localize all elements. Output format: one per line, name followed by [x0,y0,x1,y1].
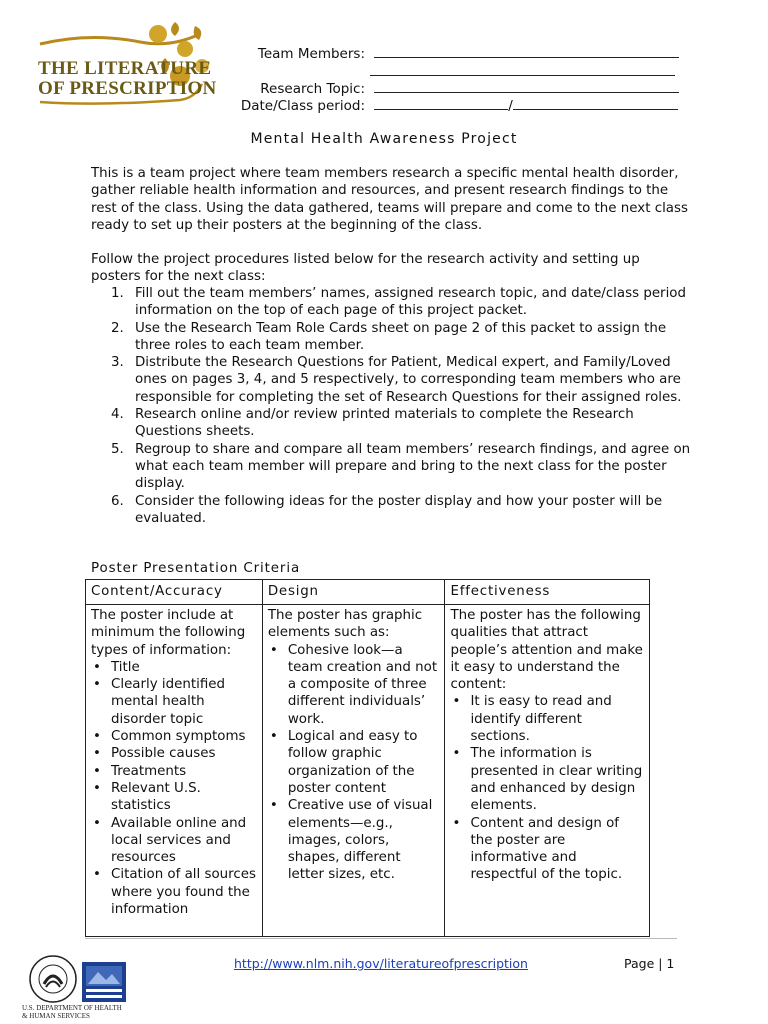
header-effectiveness: Effectiveness [445,580,650,605]
team-members-line[interactable] [374,45,679,58]
list-item: • Treatments [91,763,257,780]
list-item: • Title [91,659,257,676]
team-members-line-2[interactable] [370,63,675,80]
date-separator: / [508,98,513,114]
step-item: 1. Fill out the team members’ names, assigned research topic, and date/class period information on the top of each page of this project packet. [111,286,686,319]
content-list [91,659,257,918]
design-intro: The poster has graphic elements such as: [267,608,423,641]
criteria-table [85,579,650,937]
list-item: • Creative use of visual elements—e.g., images, colors, shapes, different letter sizes, etc. [268,797,440,883]
criteria-title: Poster Presentation Criteria [91,561,301,576]
step-item: 4. Research online and/or review printed materials to complete the Research Questions sheets. [111,407,634,440]
step-item: 5. Regroup to share and compare all team members’ research findings, and agree on what each team member will prepare and bring to the next class for the poster display. [111,441,691,492]
logo-text-line2: OF PRESCRIPTION [38,78,217,99]
list-item: • Possible causes [91,745,257,762]
hhs-seal-icon [28,954,78,1004]
design-cell [262,605,445,937]
date-line[interactable] [374,97,508,110]
step-item: 2. Use the Research Team Role Cards sheet on page 2 of this packet to assign the three roles to each team member. [111,320,667,353]
step-item: 6. Consider the following ideas for the poster display and how your poster will be evaluated. [111,493,663,526]
content-accuracy-cell [86,605,263,937]
intro-paragraph: This is a team project where team members research a specific mental health disorder, gather reliable health information and resources, and present research findings to the rest of the class. Using the data gathered, teams will prepare and come to the next class ready to set up their posters at the beginning of the class. [91,166,688,233]
research-topic-line[interactable] [374,80,679,93]
page-number: Page | 1 [624,956,675,971]
content-intro: The poster include at minimum the following types of information: [91,608,246,658]
literature-of-prescription-logo [30,14,215,110]
effectiveness-intro: The poster has the following qualities that attract people’s attention and make it easy to understand the content: [450,608,643,693]
criteria-body-row [86,605,650,937]
procedure-intro: Follow the project procedures listed below for the research activity and setting up posters for the next class: [91,252,640,285]
research-topic-row [230,80,679,97]
class-period-line[interactable] [513,97,678,110]
list-item: • Available online and local services and resources [91,815,257,867]
page-title: Mental Health Awareness Project [250,131,518,147]
team-members-label: Team Members: [257,46,365,62]
nlm-logo-icon [82,962,126,1002]
date-class-row [230,97,678,114]
date-class-label: Date/Class period: [240,98,365,114]
footer-link[interactable]: http://www.nlm.nih.gov/literatureofprescription [234,956,528,971]
divider [85,938,677,939]
list-item: • Clearly identified mental health disorder topic [91,676,257,728]
logo-text-line1: THE LITERATURE [38,58,212,79]
list-item: • It is easy to read and identify different sections. [450,693,644,745]
list-item: • Citation of all sources where you found the information [91,866,257,918]
design-list [268,642,440,884]
hhs-caption: U.S. DEPARTMENT OF HEALTH & HUMAN SERVICES [22,1004,122,1020]
research-topic-label: Research Topic: [260,81,365,97]
list-item: • Cohesive look—a team creation and not a composite of three different individuals’ work. [268,642,440,728]
step-item: 3. Distribute the Research Questions for Patient, Medical expert, and Family/Loved ones on pages 3, 4, and 5 respectively, to corresponding team members who are responsible for completing the set of Research Questions for their assigned roles. [111,355,682,405]
effectiveness-list [450,693,644,883]
list-item: • Logical and easy to follow graphic organization of the poster content [268,728,440,797]
list-item: • Content and design of the poster are informative and respectful of the topic. [450,815,644,884]
criteria-header-row [86,580,650,605]
list-item: • Relevant U.S. statistics [91,780,257,815]
team-members-row [230,45,679,62]
procedure-steps [91,285,691,527]
header-content-accuracy: Content/Accuracy [86,580,263,605]
list-item: • Common symptoms [91,728,257,745]
list-item: • The information is presented in clear writing and enhanced by design elements. [450,745,644,814]
header-design: Design [262,580,445,605]
effectiveness-cell [445,605,650,937]
